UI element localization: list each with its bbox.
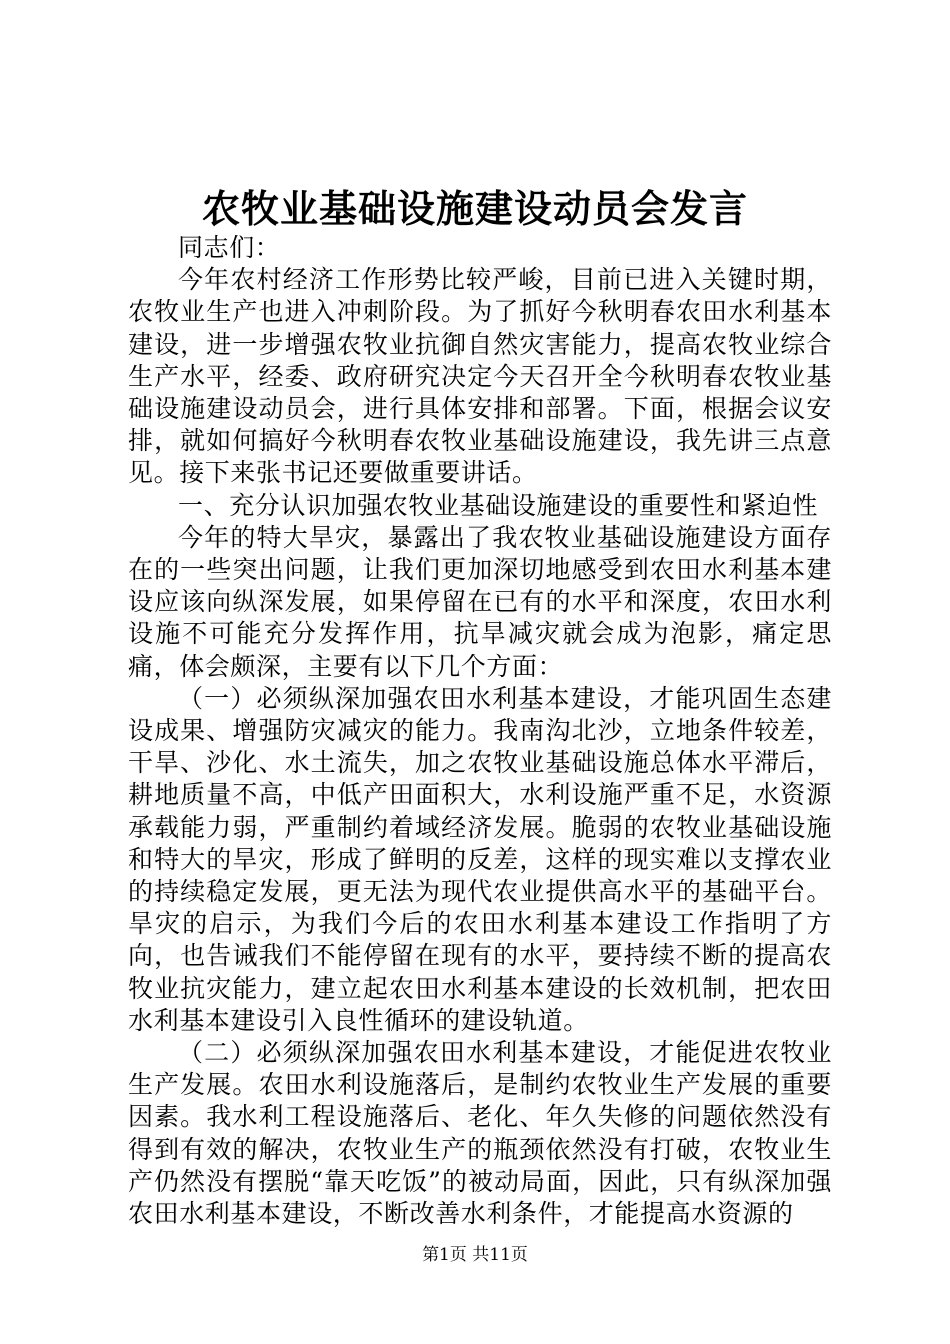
document-body [128,232,832,1230]
paragraph-point-2: （二）必须纵深加强农田水利基本建设，才能促进农牧业生产发展。农田水利设施落后，是制约农牧业生产发展的重要因素。我水利工程设施落后、老化、年久失修的问题依然没有得到有效的解决，农牧业生产的瓶颈依然没有打破，农牧业生产仍然没有摆脱“靠天吃饭”的被动局面，因此，只有纵深加强农田水利基本建设，不断改善水利条件，才能提高水资源的 [128,1038,832,1229]
section-heading-1: 一、充分认识加强农牧业基础设施建设的重要性和紧迫性 [178,490,819,520]
document-title: 农牧业基础设施建设动员会发言 [201,186,748,231]
paragraph-intro: 今年农村经济工作形势比较严峻，目前已进入关键时期，农牧业生产也进入冲刺阶段。为了抓好今秋明春农田水利基本建设，进一步增强农牧业抗御自然灾害能力，提高农牧业综合生产水平，经委、政府研究决定今天召开全今秋明春农牧业基础设施建设动员会，进行具体安排和部署。下面，根据会议安排，就如何搞好今秋明春农牧业基础设施建设，我先讲三点意见。接下来张书记还要做重要讲话。 [128,265,832,488]
paragraph-point-1: （一）必须纵深加强农田水利基本建设，才能巩固生态建设成果、增强防灾减灾的能力。我南沟北沙，立地条件较差，干旱、沙化、水土流失，加之农牧业基础设施总体水平滞后，耕地质量不高，中低产田面积大，水利设施严重不足，水资源承载能力弱，严重制约着域经济发展。脆弱的农牧业基础设施和特大的旱灾，形成了鲜明的反差，这样的现实难以支撑农业的持续稳定发展，更无法为现代农业提供高水平的基础平台。旱灾的启示，为我们今后的农田水利基本建设工作指明了方向，也告诫我们不能停留在现有的水平，要持续不断的提高农牧业抗灾能力，建立起农田水利基本建设的长效机制，把农田水利基本建设引入良性循环的建设轨道。 [128,683,832,1035]
paragraph-drought: 今年的特大旱灾，暴露出了我农牧业基础设施建设方面存在的一些突出问题，让我们更加深切地感受到农田水利基本建设应该向纵深发展，如果停留在已有的水平和深度，农田水利设施不可能充分发挥作用，抗旱减灾就会成为泡影，痛定思痛，体会颇深，主要有以下几个方面： [128,522,832,681]
salutation: 同志们： [178,233,281,262]
page-footer: 第1页 共11页 [422,1245,528,1265]
